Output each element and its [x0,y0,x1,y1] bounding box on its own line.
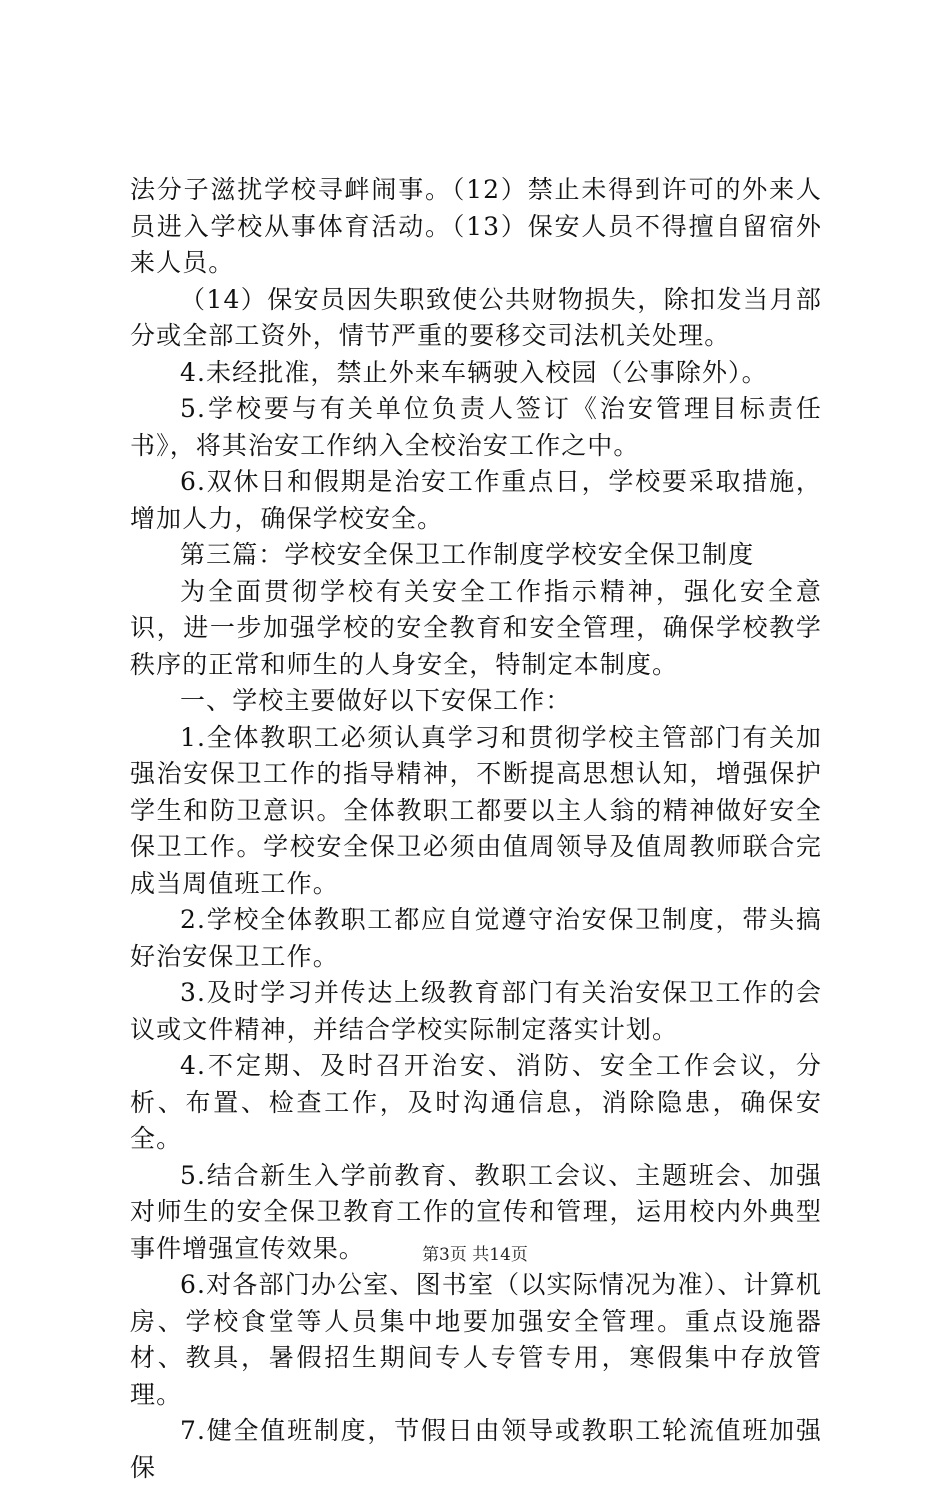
paragraph: 5.结合新生入学前教育、教职工会议、主题班会、加强对师生的安全保卫教育工作的宣传和管理，运用校内外典型事件增强宣传效果。 [130,1160,822,1263]
paragraph: 6.双休日和假期是治安工作重点日，学校要采取措施，增加人力，确保学校安全。 [130,467,822,533]
paragraph: （14）保安员因失职致使公共财物损失，除扣发当月部分或全部工资外，情节严重的要移交司法机关处理。 [130,284,822,350]
paragraph: 4.不定期、及时召开治安、消防、安全工作会议，分析、布置、检查工作，及时沟通信息，消除隐患，确保安全。 [130,1051,822,1153]
section-heading: 第三篇：学校安全保卫工作制度学校安全保卫制度 [180,540,755,569]
page-footer [0,1240,950,1265]
paragraph: 一、学校主要做好以下安保工作： [180,686,572,715]
paragraph: 2.学校全体教职工都应自觉遵守治安保卫制度，带头搞好治安保卫工作。 [130,905,822,971]
paragraph: 5.学校要与有关单位负责人签订《治安管理目标责任书》，将其治安工作纳入全校治安工作之中。 [130,394,822,460]
paragraph: 6.对各部门办公室、图书室（以实际情况为准）、计算机房、学校食堂等人员集中地要加强安全管理。重点设施器材、教具，暑假招生期间专人专管专用，寒假集中存放管理。 [130,1270,822,1409]
paragraph: 为全面贯彻学校有关安全工作指示精神，强化安全意识，进一步加强学校的安全教育和安全管理，确保学校教学秩序的正常和师生的人身安全，特制定本制度。 [130,576,822,679]
paragraph: 1.全体教职工必须认真学习和贯彻学校主管部门有关加强治安保卫工作的指导精神，不断提高思想认知，增强保护学生和防卫意识。全体教职工都要以主人翁的精神做好安全保卫工作。学校安全保卫必须由值周领导及值周教师联合完成当周值班工作。 [130,722,822,898]
page-number: 第3页 共14页 [422,1245,528,1265]
paragraph: 4.未经批准，禁止外来车辆驶入校园（公事除外）。 [180,357,768,387]
paragraph: 法分子滋扰学校寻衅闹事。（12）禁止未得到许可的外来人员进入学校从事体育活动。（13）保安人员不得擅自留宿外来人员。 [130,175,822,277]
document-body [130,172,822,1486]
paragraph: 3.及时学习并传达上级教育部门有关治安保卫工作的会议或文件精神，并结合学校实际制定落实计划。 [130,978,822,1044]
paragraph: 7.健全值班制度，节假日由领导或教职工轮流值班加强保 [130,1416,822,1482]
